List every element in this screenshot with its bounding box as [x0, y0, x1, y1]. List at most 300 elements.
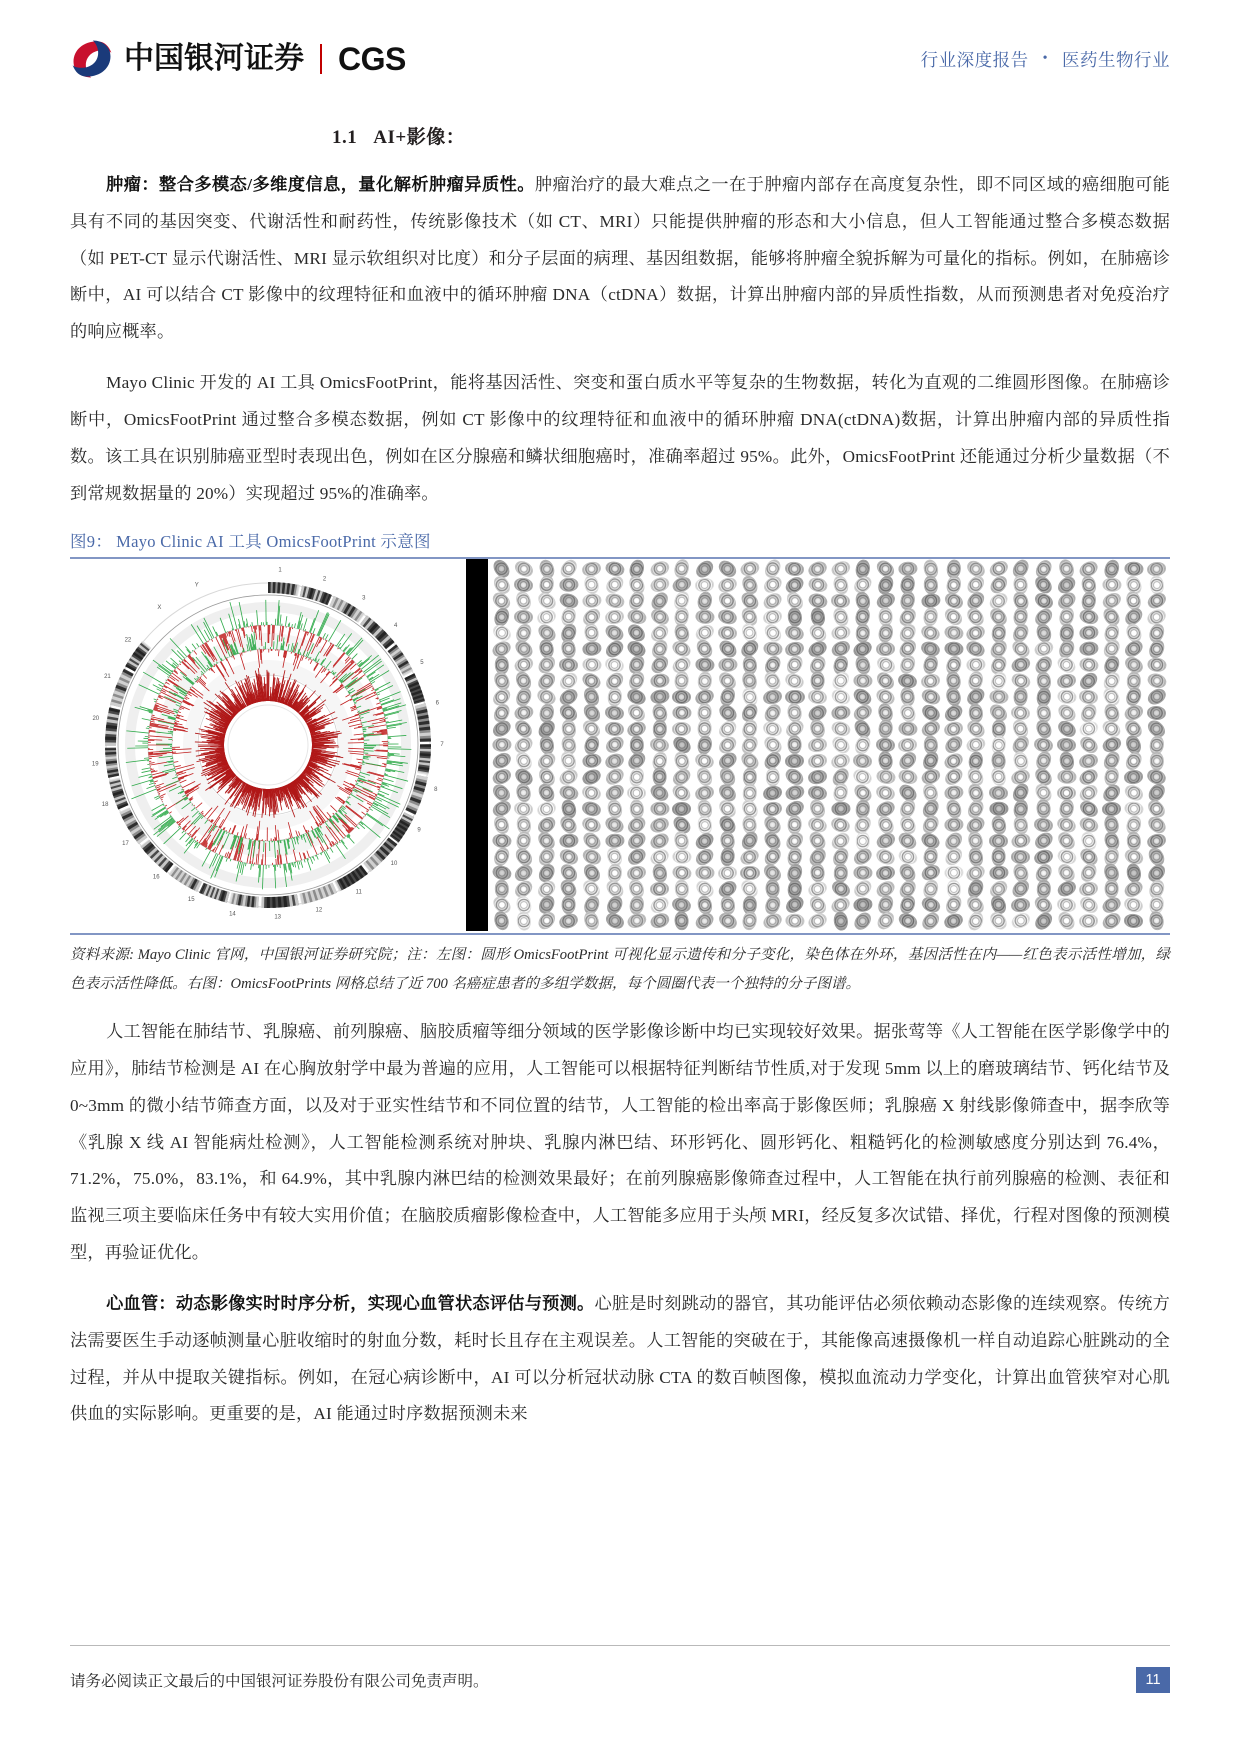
footprint-circle [671, 913, 694, 929]
footprint-circle [1032, 577, 1055, 593]
svg-text:11: 11 [355, 889, 362, 896]
svg-text:1: 1 [278, 567, 282, 574]
footprint-circle [919, 849, 942, 865]
figure-title-text: Mayo Clinic AI 工具 OmicsFootPrint 示意图 [116, 532, 431, 552]
footprint-circle [761, 673, 784, 689]
footprint-circle [513, 865, 536, 881]
footprint-circle [1010, 753, 1033, 769]
footprint-circle [1123, 833, 1146, 849]
footprint-circle [648, 881, 671, 897]
figure-9 [70, 528, 1170, 998]
footprint-circle [1123, 897, 1146, 913]
footprint-circle [671, 705, 694, 721]
footprint-circle [942, 721, 965, 737]
footprint-circle [1078, 721, 1101, 737]
footprint-circle [874, 753, 897, 769]
footprint-circle [513, 753, 536, 769]
footprint-circle [603, 641, 626, 657]
paragraph-cardiovascular-lead: 心血管：动态影像实时时序分析，实现心血管状态评估与预测。 [106, 1293, 595, 1313]
footprint-circle [1123, 769, 1146, 785]
footprint-circle [1055, 817, 1078, 833]
svg-text:2: 2 [322, 576, 327, 583]
footprint-circle [513, 593, 536, 609]
footprint-circle [806, 801, 829, 817]
footprint-circle [1145, 689, 1168, 705]
footprint-circle [1055, 689, 1078, 705]
footprint-circle [919, 625, 942, 641]
footprint-circle [1032, 625, 1055, 641]
footprint-circle [513, 737, 536, 753]
footprint-circle [919, 609, 942, 625]
svg-text:20: 20 [92, 716, 100, 723]
footprint-circle-grid [488, 559, 1170, 931]
footprint-circle [648, 721, 671, 737]
footprint-circle [716, 705, 739, 721]
footprint-circle [535, 865, 558, 881]
footprint-circle [716, 689, 739, 705]
paragraph-tumor-body: 肿瘤治疗的最大难点之一在于肿瘤内部存在高度复杂性，即不同区域的癌细胞可能具有不同的基因突变、代谢活性和耐药性，传统影像技术（如 CT、MRI）只能提供肿瘤的形态和大小信息，但人工智能通过整合多模态数据（如 PET-CT 显示代谢活性、MRI 显示软组织对比度）和分子层面的病理、基因组数据，能够将肿瘤全貌拆解为可量化的指标。例如，在肺癌诊断中，AI 可以结合 CT 影像中的纹理特征和血液中的循环肿瘤 DNA（ctDNA）数据，计算出肿瘤内部的异质性指数，从而预测患者对免疫治疗的响应概率。 [70, 175, 1170, 342]
footprint-circle [558, 801, 581, 817]
footprint-circle [716, 657, 739, 673]
footprint-circle [513, 913, 536, 929]
footprint-circle [874, 657, 897, 673]
footprint-circle [829, 817, 852, 833]
footprint-circle [874, 785, 897, 801]
circos-svg [78, 565, 458, 925]
svg-text:7: 7 [440, 742, 444, 749]
footprint-circle [1032, 641, 1055, 657]
page-header [70, 28, 1170, 90]
footprint-circle [693, 769, 716, 785]
header-separator-dot: • [1042, 51, 1048, 66]
footprint-circle [987, 593, 1010, 609]
svg-text:6: 6 [435, 701, 439, 708]
footprint-circle [1078, 881, 1101, 897]
svg-text:22: 22 [124, 638, 132, 645]
footprint-circle [852, 737, 875, 753]
footprint-circle [1100, 561, 1123, 577]
footprint-circle [897, 849, 920, 865]
footprint-circle [558, 673, 581, 689]
page-content [70, 112, 1170, 1447]
svg-text:12: 12 [315, 907, 323, 914]
footprint-circle [693, 817, 716, 833]
footprint-circle [1145, 801, 1168, 817]
footprint-circle [1032, 801, 1055, 817]
footprint-circle [1078, 593, 1101, 609]
footprint-circle [874, 833, 897, 849]
footprint-circle [1100, 673, 1123, 689]
footprint-circle [852, 561, 875, 577]
footprint-circle [874, 769, 897, 785]
footprint-circle [626, 705, 649, 721]
footprint-circle [784, 673, 807, 689]
footprint-circle [580, 817, 603, 833]
footprint-circle [806, 609, 829, 625]
footprint-circle [603, 721, 626, 737]
brand-logo [70, 37, 406, 81]
footprint-circle [648, 817, 671, 833]
paragraph-tumor-lead: 肿瘤：整合多模态/多维度信息，量化解析肿瘤异质性。 [106, 175, 535, 194]
footprint-circle [716, 609, 739, 625]
footprint-circle [558, 833, 581, 849]
footprint-circle [648, 865, 671, 881]
footprint-circle [761, 769, 784, 785]
footprint-circle [806, 881, 829, 897]
footprint-circle [1100, 785, 1123, 801]
footprint-circle [965, 721, 988, 737]
footprint-circle [739, 833, 762, 849]
footprint-circle [693, 865, 716, 881]
footprint-circle [648, 593, 671, 609]
footprint-circle [626, 737, 649, 753]
svg-text:16: 16 [152, 874, 160, 881]
footprint-circle [580, 865, 603, 881]
footprint-circle [739, 737, 762, 753]
footprint-circle [965, 705, 988, 721]
footprint-circle [919, 753, 942, 769]
footprint-circle [1145, 753, 1168, 769]
footprint-circle [716, 561, 739, 577]
header-rule [70, 92, 1170, 93]
footprint-circle [1055, 801, 1078, 817]
footprint-circle [852, 689, 875, 705]
footprint-circle [739, 625, 762, 641]
footprint-circle [1100, 721, 1123, 737]
footprint-circle [919, 577, 942, 593]
footprint-circle [716, 785, 739, 801]
svg-text:8: 8 [434, 787, 438, 794]
footprint-circle [806, 673, 829, 689]
footprint-circle [806, 721, 829, 737]
footprint-circle [1100, 705, 1123, 721]
footprint-circle [897, 769, 920, 785]
footprint-circle [1100, 657, 1123, 673]
footprint-circle [1123, 625, 1146, 641]
brand-name-cn: 中国银河证券 [124, 42, 304, 75]
footprint-circle [942, 753, 965, 769]
footprint-circle [490, 673, 513, 689]
footprint-circle [626, 625, 649, 641]
footprint-circle [784, 705, 807, 721]
footprint-circle [1055, 657, 1078, 673]
footprint-circle [1032, 721, 1055, 737]
footprint-circle [987, 577, 1010, 593]
footprint-circle [716, 721, 739, 737]
footprint-circle [580, 577, 603, 593]
footprint-circle [648, 673, 671, 689]
footprint-circle [1055, 705, 1078, 721]
footprint-circle [829, 609, 852, 625]
footprint-circle [852, 881, 875, 897]
footprint-circle [1055, 641, 1078, 657]
footprint-circle [693, 913, 716, 929]
footprint-circle [1123, 881, 1146, 897]
footprint-circle [1010, 657, 1033, 673]
footprint-circle [693, 593, 716, 609]
footprint-circle [490, 721, 513, 737]
footprint-circle [761, 577, 784, 593]
footprint-circle [1032, 769, 1055, 785]
footprint-circle [626, 769, 649, 785]
footprint-circle [1078, 913, 1101, 929]
footprint-circle [1078, 673, 1101, 689]
footprint-circle [1078, 641, 1101, 657]
footprint-circle [987, 673, 1010, 689]
footprint-circle [626, 913, 649, 929]
footprint-circle [558, 561, 581, 577]
footprint-circle [942, 769, 965, 785]
footprint-circle [897, 721, 920, 737]
footprint-circle [490, 769, 513, 785]
footprint-circle [1010, 897, 1033, 913]
figure-image [70, 559, 1170, 931]
footprint-circle [1055, 849, 1078, 865]
footprint-circle [490, 737, 513, 753]
figure-panel-divider [466, 559, 488, 931]
footprint-circle [942, 849, 965, 865]
footprint-circle [535, 609, 558, 625]
footprint-circle [965, 881, 988, 897]
footprint-circle [671, 785, 694, 801]
footprint-circle [603, 737, 626, 753]
footprint-circle [513, 785, 536, 801]
footprint-circle [987, 849, 1010, 865]
footprint-circle [919, 673, 942, 689]
footprint-circle [942, 913, 965, 929]
svg-text:3: 3 [362, 596, 366, 603]
footprint-circle [580, 769, 603, 785]
footprint-circle [1078, 753, 1101, 769]
footprint-circle [1010, 881, 1033, 897]
footprint-circle [761, 913, 784, 929]
footprint-circle [626, 609, 649, 625]
footprint-circle [806, 913, 829, 929]
footprint-circle [852, 913, 875, 929]
footprint-circle [558, 817, 581, 833]
footprint-circle [716, 913, 739, 929]
svg-text:9: 9 [417, 827, 421, 834]
footprint-circle [603, 897, 626, 913]
svg-text:17: 17 [122, 841, 129, 848]
footprint-circle [942, 577, 965, 593]
footprint-circle [603, 609, 626, 625]
footprint-circle [603, 753, 626, 769]
footprint-circle [919, 881, 942, 897]
footprint-circle [671, 641, 694, 657]
footer-disclaimer: 请务必阅读正文最后的中国银河证券股份有限公司免责声明。 [70, 1673, 489, 1690]
footprint-circle [1010, 833, 1033, 849]
footprint-circle [1078, 785, 1101, 801]
svg-text:13: 13 [274, 915, 282, 922]
footprint-circle [761, 721, 784, 737]
footprint-circle [603, 561, 626, 577]
paragraph-imaging-domains: 人工智能在肺结节、乳腺癌、前列腺癌、脑胶质瘤等细分领域的医学影像诊断中均已实现较好效果。据张莺等《人工智能在医学影像学中的应用》，肺结节检测是 AI 在心胸放射学中最为普遍的应用，人工智能可以根据特征判断结节性质,对于发现 5mm 以上的磨玻璃结节、钙化结节及 0~3mm 的微小结节筛查方面，以及对于亚实性结节和不同位置的结节，人工智能的检出率高于影像医师；乳腺癌 X 射线影像筛查中，据李欣等《乳腺 X 线 AI 智能病灶检测》，人工智能检测系统对肿块、乳腺内淋巴结、环形钙化、圆形钙化、粗糙钙化的检测敏感度分别达到 76.4%，71.2%，75.0%，83.1%，和 64.9%，其中乳腺内淋巴结的检测效果最好；在前列腺癌影像筛查过程中，人工智能在执行前列腺癌的检测、表征和监视三项主要临床任务中有较大实用价值；在脑胶质瘤影像检查中，人工智能多应用于头颅 MRI，经反复多次试错、择优，行程对图像的预测模型，再验证优化。 [70, 1022, 1170, 1263]
svg-text:5: 5 [420, 660, 424, 667]
svg-text:21: 21 [104, 674, 111, 681]
footprint-circle [580, 801, 603, 817]
footprint-circle [716, 769, 739, 785]
footprint-circle [671, 833, 694, 849]
footprint-circle [648, 657, 671, 673]
brand-name-en: CGS [338, 41, 406, 77]
footprint-circle [603, 817, 626, 833]
footprint-circle [784, 769, 807, 785]
footprint-circle [716, 593, 739, 609]
footprint-circle [784, 881, 807, 897]
footprint-circle [626, 817, 649, 833]
footprint-circle [1100, 897, 1123, 913]
footprint-circle [1145, 673, 1168, 689]
footprint-circle [806, 561, 829, 577]
footprint-circle [806, 865, 829, 881]
footprint-circle [716, 641, 739, 657]
footprint-circle [716, 897, 739, 913]
footprint-circle [490, 913, 513, 929]
footprint-circle [829, 753, 852, 769]
footprint-circle [513, 705, 536, 721]
footprint-circle [1100, 577, 1123, 593]
footprint-circle [535, 705, 558, 721]
footprint-circle [693, 609, 716, 625]
footprint-circle [784, 737, 807, 753]
footprint-circle [761, 849, 784, 865]
footprint-circle [626, 897, 649, 913]
footprint-circle [1078, 705, 1101, 721]
report-type-label: 行业深度报告 [920, 49, 1029, 70]
footprint-circle [558, 849, 581, 865]
footprint-circle [919, 689, 942, 705]
footprint-circle [1145, 785, 1168, 801]
footprint-circle [987, 865, 1010, 881]
footprint-circle [671, 721, 694, 737]
footprint-circle [761, 817, 784, 833]
footprint-circle [806, 577, 829, 593]
footprint-circle [1145, 913, 1168, 929]
footprint-circle [852, 897, 875, 913]
footprint-circle [852, 865, 875, 881]
footprint-circle [761, 801, 784, 817]
footprint-circle [648, 609, 671, 625]
footprint-circle [1055, 721, 1078, 737]
footprint-circle [761, 897, 784, 913]
footprint-circle [874, 849, 897, 865]
footprint-circle [761, 609, 784, 625]
footprint-circle [648, 561, 671, 577]
footprint-circle [626, 689, 649, 705]
footprint-circle [626, 801, 649, 817]
footprint-circle [784, 785, 807, 801]
figure-caption [70, 528, 1170, 557]
header-meta [921, 47, 1170, 72]
footprint-circle [897, 817, 920, 833]
footprint-circle [648, 769, 671, 785]
footprint-circle [1100, 881, 1123, 897]
footprint-circle [535, 673, 558, 689]
footprint-circle [671, 753, 694, 769]
footprint-circle [603, 801, 626, 817]
footprint-circle [965, 641, 988, 657]
footprint-circle [987, 625, 1010, 641]
footprint-circle [580, 641, 603, 657]
footprint-circle [784, 625, 807, 641]
footprint-circle [1032, 897, 1055, 913]
footprint-circle [490, 849, 513, 865]
footprint-circle [693, 833, 716, 849]
footprint-circle [761, 785, 784, 801]
footprint-circle [874, 577, 897, 593]
footprint-circle [558, 689, 581, 705]
footprint-circle [784, 561, 807, 577]
footprint-circle [965, 593, 988, 609]
footprint-circle [784, 609, 807, 625]
page-number-badge: 11 [1136, 1667, 1170, 1693]
footprint-circle [784, 913, 807, 929]
footprint-circle [874, 625, 897, 641]
footprint-circle [671, 673, 694, 689]
footprint-circle [829, 705, 852, 721]
footprint-circle [1123, 593, 1146, 609]
footprint-circle [852, 769, 875, 785]
footprint-circle [513, 833, 536, 849]
footprint-circle [580, 753, 603, 769]
footprint-circle [671, 849, 694, 865]
footprint-circle [558, 657, 581, 673]
footprint-circle [784, 817, 807, 833]
footprint-circle [580, 737, 603, 753]
footprint-circle [897, 833, 920, 849]
footprint-circle [1055, 753, 1078, 769]
footprint-circle [761, 705, 784, 721]
footprint-circle [693, 737, 716, 753]
footprint-circle [580, 849, 603, 865]
footprint-circle [965, 849, 988, 865]
footprint-circle [1145, 577, 1168, 593]
footprint-circle [874, 641, 897, 657]
footprint-circle [693, 897, 716, 913]
footprint-circle [580, 689, 603, 705]
footprint-circle [942, 593, 965, 609]
footprint-circle [919, 897, 942, 913]
footprint-circle [490, 753, 513, 769]
footprint-circle [761, 593, 784, 609]
footprint-circle [535, 817, 558, 833]
footprint-circle [874, 721, 897, 737]
footprint-circle [1145, 817, 1168, 833]
footprint-circle [558, 865, 581, 881]
footprint-circle [806, 897, 829, 913]
section-number: 1.1 [332, 127, 358, 148]
footprint-circle [874, 673, 897, 689]
footprint-circle [987, 817, 1010, 833]
footprint-circle [513, 625, 536, 641]
footprint-circle [919, 913, 942, 929]
footprint-circle [671, 561, 694, 577]
footprint-circle [1078, 657, 1101, 673]
footprint-circle [1145, 641, 1168, 657]
footprint-circle [852, 833, 875, 849]
footprint-circle [897, 657, 920, 673]
footprint-circle [603, 689, 626, 705]
svg-text:19: 19 [91, 761, 99, 768]
footprint-circle [942, 609, 965, 625]
footprint-circle [513, 849, 536, 865]
footprint-circle [648, 913, 671, 929]
footprint-circle [1100, 593, 1123, 609]
footprint-circle [1078, 737, 1101, 753]
footprint-circle [603, 865, 626, 881]
footprint-circle [1123, 865, 1146, 881]
